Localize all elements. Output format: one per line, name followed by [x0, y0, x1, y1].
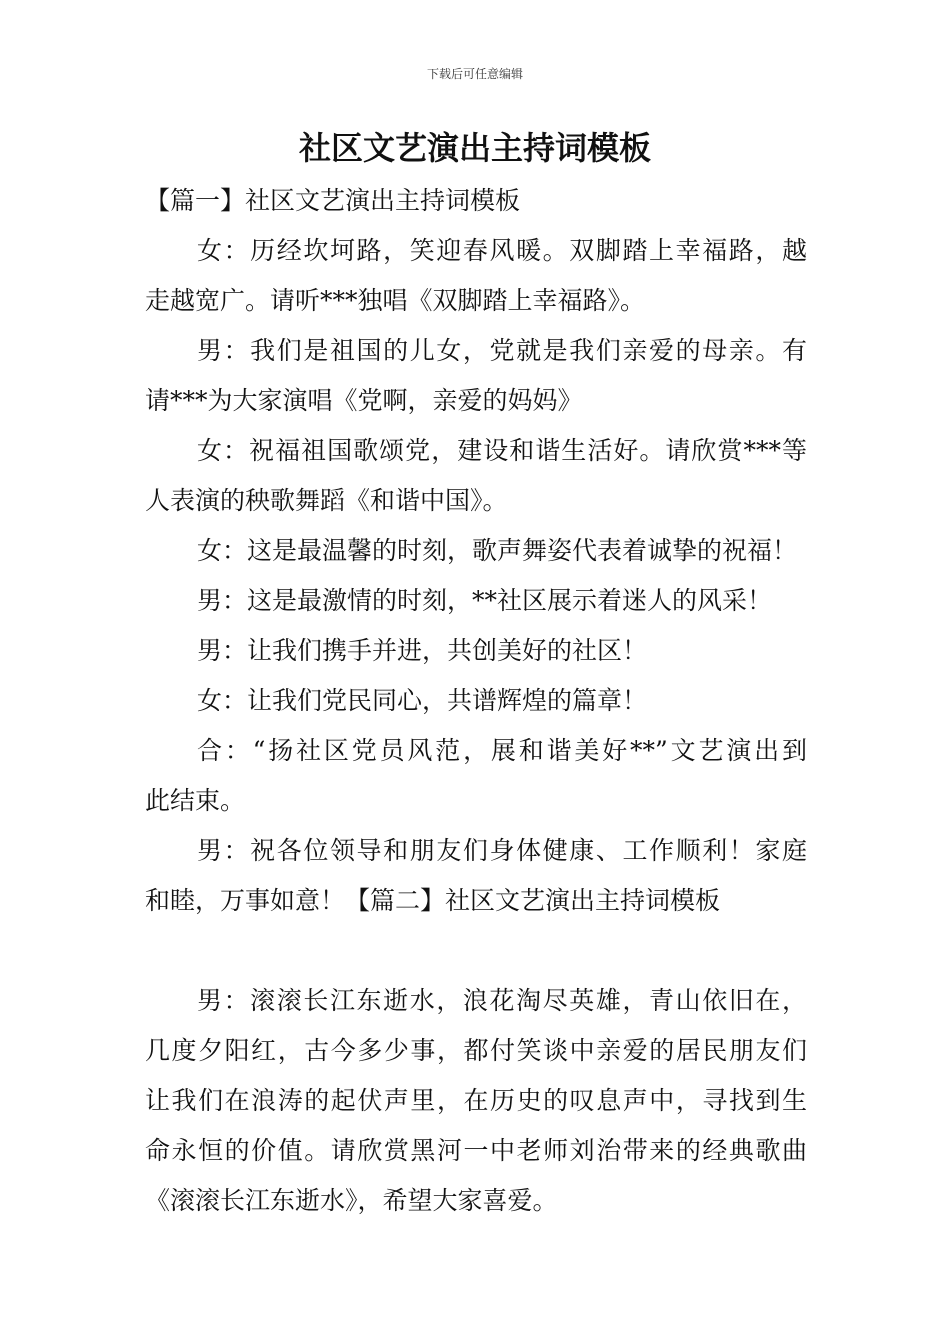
paragraph-line: 合：“扬社区党员风范，展和谐美好**”文艺演出到	[197, 736, 807, 765]
paragraph-line: 女：这是最温馨的时刻，歌声舞姿代表着诚挚的祝福！	[197, 536, 798, 565]
section-heading-1: 【篇一】社区文艺演出主持词模板	[145, 186, 521, 215]
paragraph-line: 男：让我们携手并进，共创美好的社区！	[197, 636, 648, 665]
document-body	[145, 176, 807, 1226]
header-note: 下载后可任意编辑	[426, 67, 523, 81]
paragraph-line: 男：这是最激情的时刻，**社区展示着迷人的风采！	[197, 586, 773, 615]
paragraph-line: 人表演的秧歌舞蹈《和谐中国》。	[145, 486, 508, 515]
paragraph-line: 命永恒的价值。请欣赏黑河一中老师刘治带来的经典歌曲	[145, 1136, 807, 1165]
paragraph-line: 男：祝各位领导和朋友们身体健康、工作顺利！家庭	[197, 836, 807, 865]
paragraph-line: 此结束。	[145, 786, 246, 815]
paragraph-line: 请***为大家演唱《党啊，亲爱的妈妈》	[145, 386, 583, 415]
paragraph-line: 让我们在浪涛的起伏声里，在历史的叹息声中，寻找到生	[145, 1086, 807, 1115]
paragraph-line: 《滚滚长江东逝水》，希望大家喜爱。	[145, 1186, 558, 1215]
paragraph-line: 几度夕阳红，古今多少事，都付笑谈中亲爱的居民朋友们	[145, 1036, 807, 1065]
paragraph-line: 女：祝福祖国歌颂党，建设和谐生活好。请欣赏***等	[197, 436, 807, 465]
paragraph-line: 和睦，万事如意！【篇二】社区文艺演出主持词模板	[145, 886, 721, 915]
paragraph-line: 男：我们是祖国的儿女，党就是我们亲爱的母亲。有	[197, 336, 807, 365]
paragraph-line: 女：让我们党民同心，共谱辉煌的篇章！	[197, 686, 648, 715]
document-title: 社区文艺演出主持词模板	[298, 129, 651, 167]
paragraph-line: 走越宽广。请听***独唱《双脚踏上幸福路》。	[145, 286, 646, 315]
paragraph-line: 男：滚滚长江东逝水，浪花淘尽英雄，青山依旧在，	[197, 986, 807, 1015]
blank-line	[145, 926, 807, 976]
paragraph-line: 女：历经坎坷路，笑迎春风暖。双脚踏上幸福路，越	[197, 236, 807, 265]
